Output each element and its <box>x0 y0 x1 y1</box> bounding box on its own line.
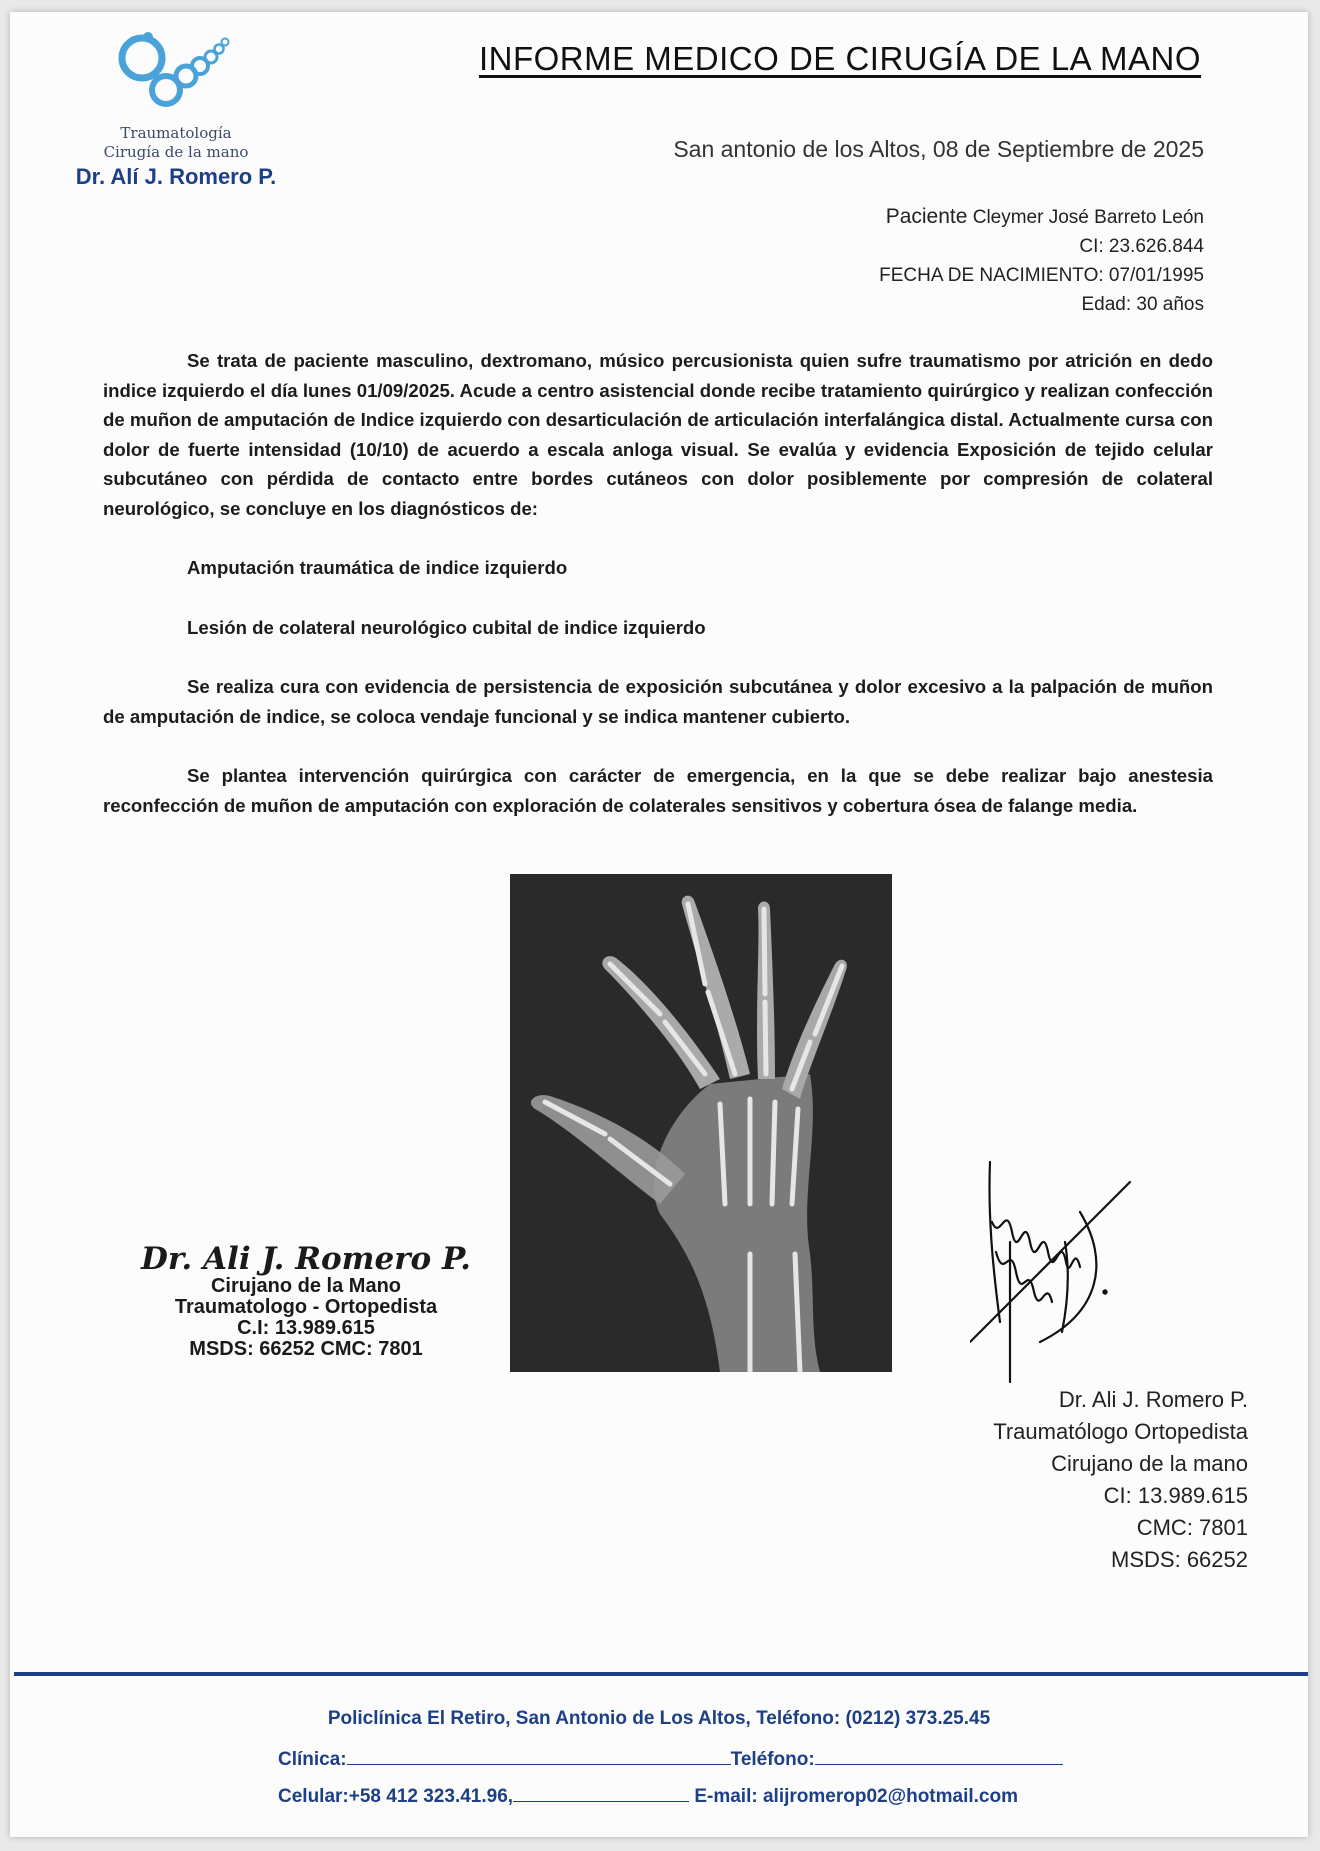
patient-label: Paciente <box>885 205 968 228</box>
logo-specialty: Traumatología <box>120 124 232 142</box>
clinic-blank-line <box>347 1746 731 1765</box>
signature-name: Dr. Ali J. Romero P. <box>1058 1387 1248 1412</box>
stamp-name: Dr. Ali J. Romero P. <box>141 1241 471 1277</box>
footer-contact-row <box>278 1783 1018 1808</box>
stamp-line: Cirujano de la Mano <box>210 1275 402 1297</box>
patient-info <box>879 202 1204 319</box>
signature-line: Traumatólogo Ortopedista <box>993 1419 1248 1444</box>
phone-blank-line <box>815 1746 1063 1765</box>
cell-blank-line <box>513 1783 689 1802</box>
stamp-line: Traumatologo - Ortopedista <box>174 1296 438 1318</box>
patient-age: Edad: 30 años <box>1081 294 1204 315</box>
report-paragraph: Se trata de paciente masculino, dextromano, músico percusionista quien sufre traumatismo por atrición en dedo indice izquierdo el día lunes 01/09/2025. Acude a centro asistencial donde recibe tratamiento quirúrgico y realizan confección de muñon de amputación de Indice izquierdo con desarticulación de articulación interfalángica distal. Actualmente cursa con dolor de fuerte intensidad (10/10) de acuerdo a escala anloga visual. Se evalúa y evidencia Exposición de tejido celular subcutáneo con pérdida de contacto entre bordes cutáneos con dolor posiblemente por compresión de colateral neurológico, se concluye en los diagnósticos de: <box>103 350 1213 519</box>
stamp-line: MSDS: 66252 CMC: 7801 <box>189 1338 423 1360</box>
cell-value: +58 412 323.41.96, <box>348 1786 514 1807</box>
document-title: INFORME MEDICO DE CIRUGÍA DE LA MANO <box>478 40 1202 77</box>
bubbles-logo-icon <box>110 32 240 132</box>
logo-subspecialty: Cirugía de la mano <box>103 143 249 161</box>
clinic-label: Clínica: <box>278 1749 347 1770</box>
signature-line: CI: 13.989.615 <box>1103 1483 1248 1508</box>
doctor-stamp <box>138 1242 474 1360</box>
signature-line: MSDS: 66252 <box>1111 1547 1248 1572</box>
document-page <box>10 12 1308 1837</box>
hand-xray-image <box>510 874 892 1372</box>
document-date: San antonio de los Altos, 08 de Septiembre de 2025 <box>673 136 1204 162</box>
footer-divider <box>14 1672 1308 1676</box>
phone-label: Teléfono: <box>730 1749 815 1770</box>
handwritten-signature <box>970 1092 1140 1392</box>
signature-line: Cirujano de la mano <box>1051 1451 1248 1476</box>
footer-address: Policlínica El Retiro, San Antonio de Los Altos, Teléfono: (0212) 373.25.45 <box>327 1708 991 1729</box>
email-label: E-mail: <box>694 1786 758 1807</box>
patient-ci: CI: 23.626.844 <box>1079 236 1204 257</box>
diagnosis-item: Lesión de colateral neurológico cubital de indice izquierdo <box>187 616 706 638</box>
report-paragraph: Se realiza cura con evidencia de persistencia de exposición subcutánea y dolor excesivo a la palpación de muñon de amputación de indice, se coloca vendaje funcional y se indica mantener cubierto. <box>103 676 1213 727</box>
stamp-line: C.I: 13.989.615 <box>237 1317 375 1339</box>
signature-block <box>993 1384 1248 1576</box>
patient-name-line <box>879 202 1204 232</box>
diagnosis-item: Amputación traumática de indice izquierdo <box>187 557 568 578</box>
footer-clinic-row <box>278 1746 1063 1771</box>
signature-line: CMC: 7801 <box>1136 1515 1248 1540</box>
cell-label: Celular: <box>278 1786 349 1807</box>
logo-doctor-name: Dr. Alí J. Romero P. <box>75 164 277 189</box>
report-paragraph: Se plantea intervención quirúrgica con carácter de emergencia, en la que se debe realizar bajo anestesia reconfección de muñon de amputación con exploración de colaterales sensitivos y cobertura ósea de falange media. <box>103 765 1213 816</box>
patient-name: Cleymer José Barreto León <box>972 207 1204 228</box>
patient-birthdate: FECHA DE NACIMIENTO: 07/01/1995 <box>879 265 1204 286</box>
report-body <box>103 346 1213 820</box>
email-value: alijromerop02@hotmail.com <box>762 1786 1019 1807</box>
